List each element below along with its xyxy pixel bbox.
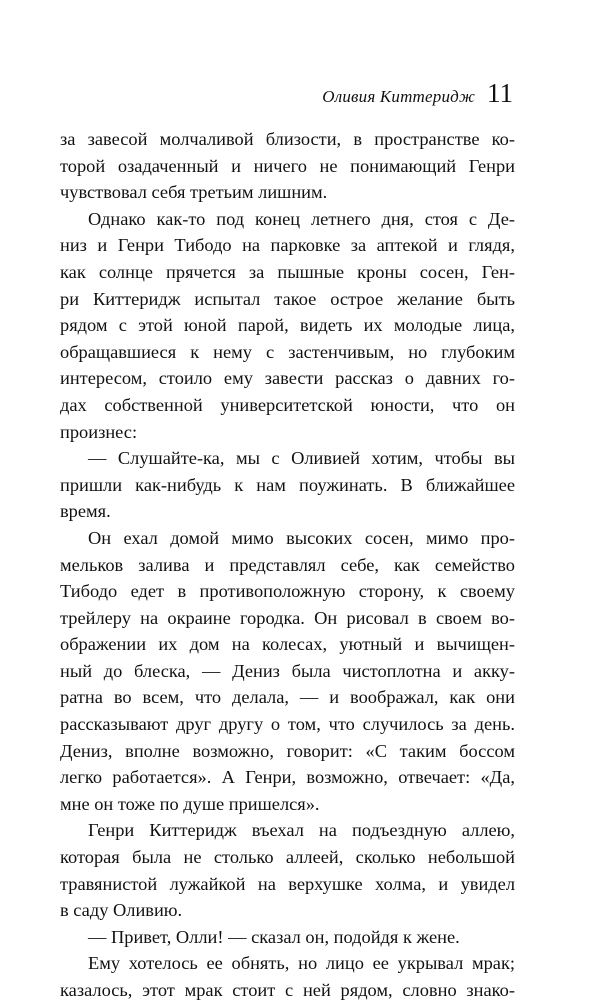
text-line: ри Киттеридж испытал такое острое желание быть — [60, 288, 515, 309]
text-line: интересом, стоило ему завести рассказ о давних го- — [60, 368, 515, 389]
text-line: низ и Генри Тибодо на парковке за аптекой и глядя, — [60, 235, 515, 256]
text-line: Дениз, вполне возможно, говорит: «С таким боссом — [60, 740, 515, 761]
text-line: которая была не столько аллеей, сколько небольшой — [60, 847, 515, 868]
text-line: Тибодо едет в противоположную сторону, к своему — [60, 581, 515, 602]
text-line: за завесой молчаливой близости, в пространстве ко- — [60, 129, 515, 149]
text-line: обращавшиеся к нему с застенчивым, но глубоким — [60, 341, 515, 362]
text-line: — Привет, Олли! — сказал он, подойдя к жене. — [88, 926, 460, 947]
text-line: время. — [60, 501, 111, 522]
running-head — [322, 78, 513, 109]
text-line: дах собственной университетской юности, что он — [60, 394, 515, 415]
text-line: рядом с этой юной парой, видеть их молодые лица, — [60, 315, 515, 336]
text-line: мельков залива и представлял себе, как семейство — [60, 554, 515, 575]
page-number: 11 — [487, 78, 513, 108]
text-line: ратна во всем, что делала, — и воображал, как они — [60, 687, 515, 708]
text-line: Однако как-то под конец летнего дня, стоя с Де- — [88, 208, 515, 229]
text-line: мне он тоже по душе пришелся». — [60, 793, 320, 814]
text-line: произнес: — [60, 421, 138, 442]
text-line: легко работается». А Генри, возможно, отвечает: «Да, — [60, 767, 515, 788]
body-text — [60, 126, 515, 1004]
text-line: чувствовал себя третьим лишним. — [60, 182, 328, 203]
text-line: — Слушайте-ка, мы с Оливией хотим, чтобы вы — [88, 448, 515, 469]
text-line: торой озадаченный и ничего не понимающий Генри — [60, 155, 515, 176]
text-line: пришли как-нибудь к нам поужинать. В ближайшее — [60, 474, 515, 495]
text-line: в саду Оливию. — [60, 900, 183, 921]
text-line: трейлеру на окраине городка. Он рисовал в своем во- — [60, 607, 515, 628]
text-line: Ему хотелось ее обнять, но лицо ее укрывал мрак; — [88, 953, 515, 974]
text-line: ный до блеска, — Дениз была чистоплотна и акку- — [60, 660, 515, 681]
running-title: Оливия Киттеридж — [322, 87, 475, 106]
text-line: рассказывают друг другу о том, что случилось за день. — [60, 714, 515, 735]
text-line: казалось, этот мрак стоит с ней рядом, словно знако- — [60, 980, 515, 1000]
text-line: Генри Киттеридж въехал на подъездную аллею, — [88, 820, 515, 841]
text-line: ображении их дом на колесах, уютный и вычищен- — [60, 634, 515, 655]
text-line: травянистой лужайкой на верхушке холма, и увидел — [60, 873, 515, 894]
text-line: Он ехал домой мимо высоких сосен, мимо про- — [88, 527, 515, 548]
text-line: как солнце прячется за пышные кроны сосен, Ген- — [60, 261, 515, 282]
